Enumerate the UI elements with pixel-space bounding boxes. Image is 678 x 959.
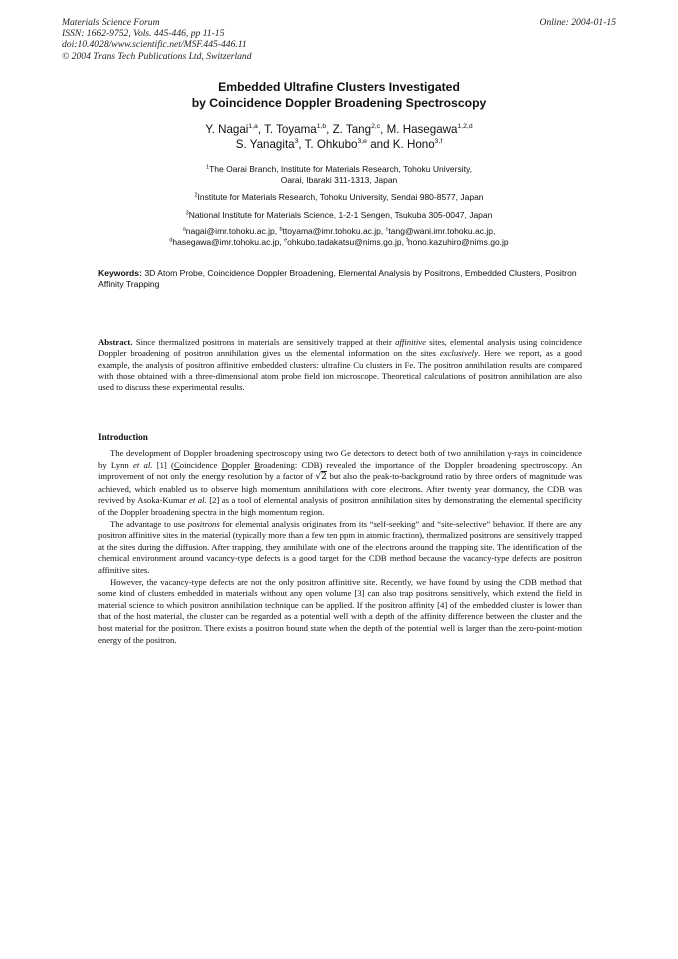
email-sup: a [182,226,186,233]
email-sup: c [385,226,389,233]
email-link[interactable]: hono.kazuhiro@nims.go.jp [407,237,509,248]
email-line-2 [0,237,678,248]
author-affil-sup: 3,e [357,137,367,145]
abstract [98,337,582,394]
affil-text: Institute for Materials Research, Tohoku University, Sendai 980-8577, Japan [197,192,484,202]
author-and: and [370,137,390,151]
authors-line-1: Y. Nagai$^{1,a}$, T. Toyama$^{1,b}$, Z. Tang$^{2,c}$, M. Hasegawa$^{1,2,d}$ [205,123,473,136]
author-name: T. Ohkubo [304,137,358,151]
author-affil-sup: 3,f [434,137,443,145]
abstract-emphasis: affinitive [395,337,427,347]
doi-line: doi:10.4028/www.scientific.net/MSF.445-446.11 [62,39,247,51]
author-affil-sup: 1,a [248,123,258,130]
keywords-text: 3D Atom Probe, Coincidence Doppler Broadening, Elemental Analysis by Positrons, Embedded Clusters, Positron Affinity Trapping [98,268,577,290]
affil-sup: 2 [194,192,198,199]
abstract-emphasis: exclusively [439,348,478,359]
paragraph-2: The advantage to use positrons for elemental analysis originates from its “self-seeking” and “site-selective” behavior. If there are any positron affinitive sites in the material (typically more than a few ten ppm in atomic fraction), thermalized positrons are sensitively trapped at the sites during the diffusion. After trapping, they annihilate with one of the electrons around the trapping site. The identification of the chemical environment around vacancy-type defects is a good target for the CDB method because the vacancy-type defects are positron affinitive sites. [98,518,582,575]
copyright-line: © 2004 Trans Tech Publications Ltd, Switzerland [62,50,252,62]
affiliation-3 [0,210,678,221]
introduction-body [98,448,582,646]
author-list [0,123,678,152]
author-name: Z. Tang [332,123,372,136]
abstract-text: sites, elemental analysis using coincidence Doppler broadening of positron annihilation gives us the elemental information on the sites [98,337,583,359]
affil-text: Oarai, Ibaraki 311-1313, Japan [280,175,398,186]
sqrt-symbol: √2 [315,472,327,483]
author-name: M. Hasegawa [386,123,458,136]
email-link[interactable]: nagai@imr.tohoku.ac.jp, [185,226,278,236]
title-line-2: by Coincidence Doppler Broadening Spectroscopy [191,95,487,110]
affil-text: The Oarai Branch, Institute for Materials Research, Tohoku University, [209,164,472,174]
affiliation-2 [0,192,678,203]
author-affil-sup: 3 [294,137,299,145]
email-sup: b [279,226,283,233]
journal-header [62,17,252,62]
paragraph-3: However, the vacancy-type defects are not the only positron affinitive site. Recently, we have found by using the CDB method that some kind of clusters embedded in materials without any open volume [3] can also trap positrons sensitively, which extend the field in material science to which positron annihilation technique can be applied. If the positron affinity [4] of the embedded cluster is lower than that of the host material, the cluster can be regarded as a potential well with a depth of the affinity difference between the cluster and the host material for the positron. There exists a positron bound state when the depth of the potential well is larger than the zero-point-motion energy of the positron. [98,576,582,645]
email-list [0,226,678,249]
section-heading-introduction: Introduction [98,432,148,442]
email-sup: d [169,237,173,244]
paper-title [0,80,678,111]
email-link[interactable]: hasegawa@imr.tohoku.ac.jp, [172,237,282,248]
author-affil-sup: 2,c [371,123,381,130]
paragraph-1: The development of Doppler broadening spectroscopy using two Ge detectors to detect both of two annihilation γ-rays in coincidence by Lynn et al. [1] (Coincidence Doppler Broadening: CDB) revealed the importance of the Doppler broadening spectroscopy. An improvement of not only the energy resolution by a factor of √2 but also the peak-to-background ratio by three orders of magnitude was achieved, which enabled us to observe high momentum annihilations with core electrons. After twenty year dormancy, the CDB was revived by Asoka-Kumar et al. [2] as a tool of elemental analysis of positron annihilation sites by demonstrating the elemental specificity of the Doppler broadening spectra in the high momentum region. [98,448,583,517]
online-date: Online: 2004-01-15 [539,17,616,28]
abstract-label: Abstract. [98,337,133,347]
keywords [98,268,588,290]
journal-name: Materials Science Forum [62,17,160,28]
email-sup: f [406,237,408,244]
affil-text: National Institute for Materials Science, 1-2-1 Sengen, Tsukuba 305-0047, Japan [188,210,493,220]
title-line-1: Embedded Ultrafine Clusters Investigated [218,80,460,94]
email-link[interactable]: tang@wani.imr.tohoku.ac.jp, [388,226,496,236]
author-name: Y. Nagai [205,123,249,136]
author-name: S. Yanagita [235,137,295,151]
affil-sup: 3 [185,210,189,217]
keywords-label: Keywords: [98,268,142,278]
author-affil-sup: 1,2,d [457,123,473,130]
email-link[interactable]: ohkubo.tadakatsu@nims.go.jp, [287,237,404,248]
abstract-text: Since thermalized positrons in materials are sensitively trapped at their [135,337,392,347]
email-link[interactable]: ttoyama@imr.tohoku.ac.jp, [282,226,384,236]
author-affil-sup: 1,b [316,123,327,130]
authors-line-2: S. Yanagita$^3$, T. Ohkubo$^{3,e}$ and K. Hono$^{3,f}$ [235,137,443,151]
issn-line: ISSN: 1662-9752, Vols. 445-446, pp 11-15 [62,28,225,40]
email-sup: e [284,237,288,244]
abstract-text: . Here we report, as a good example, the analysis of positron affinitive embedded clusters: ultrafine Cu clusters in Fe. The positron annihilation results are compared with those obtained with a three-dimensional atom probe field ion microscope. Theoretical calculations of positron annihilation are also used to discuss these experimental results. [98,348,582,393]
author-name: K. Hono [392,137,435,151]
affil-sup: 1 [206,164,210,171]
author-name: T. Toyama [264,123,317,136]
email-line-1 [0,226,678,237]
affiliation-1 [0,164,678,187]
